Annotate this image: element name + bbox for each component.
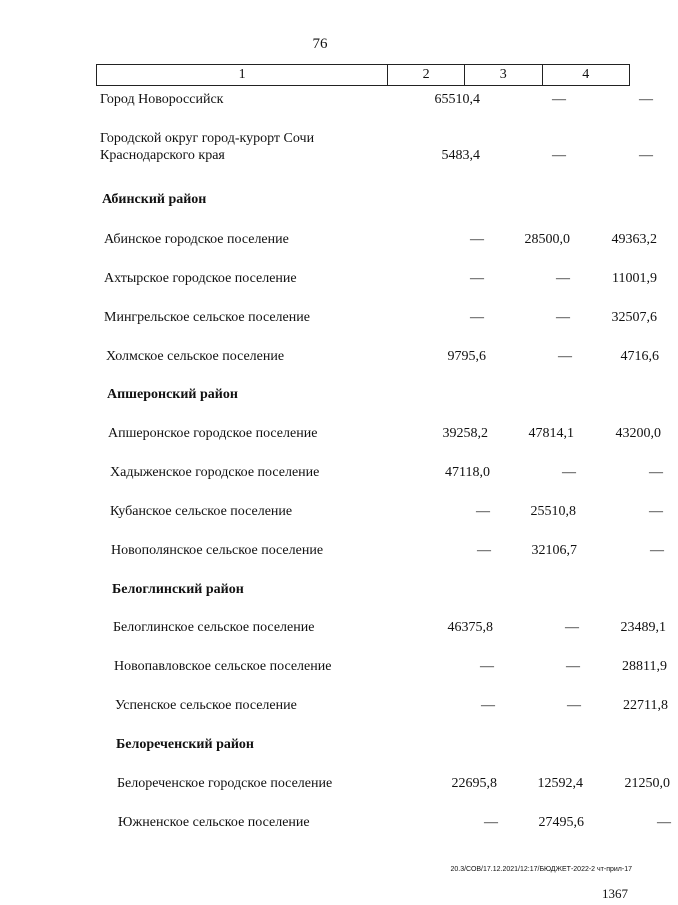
table-row (104, 249, 664, 289)
value-col-3: 32106,7 (531, 543, 577, 558)
value-col-3: — (552, 148, 566, 163)
value-col-4: 21250,0 (624, 776, 670, 791)
settlement-name: Хадыженское городское поселение (110, 465, 320, 480)
settlement-name: Холмское сельское поселение (106, 349, 285, 364)
value-col-4: 4716,6 (620, 349, 659, 364)
table-row (111, 521, 671, 561)
value-col-3: — (565, 620, 579, 635)
sheet-number: 1367 (602, 886, 628, 901)
settlement-name: Успенское сельское поселение (115, 698, 297, 713)
district-name: Апшеронский район (107, 387, 238, 402)
column-header-4: 4 (582, 67, 590, 82)
value-col-4: — (639, 92, 653, 107)
value-col-4: 43200,0 (615, 426, 661, 441)
value-col-2: — (470, 232, 484, 247)
page-number: 76 (312, 36, 328, 52)
document-code: 20.3/СОВ/17.12.2021/12:17/БЮДЖЕТ-2022-2 чт-прил-17 (450, 866, 632, 873)
value-col-3: 25510,8 (530, 504, 576, 519)
value-col-2: 46375,8 (447, 620, 493, 635)
value-col-2: — (476, 504, 490, 519)
table-row (118, 793, 678, 833)
value-col-2: — (481, 698, 495, 713)
value-col-4: 11001,9 (612, 271, 657, 286)
value-col-4: — (639, 148, 653, 163)
table-row (108, 404, 668, 444)
value-col-2: 22695,8 (451, 776, 497, 791)
settlement-name: Абинское городское поселение (104, 232, 289, 247)
settlement-name: Город Новороссийск (100, 92, 224, 107)
settlement-name: Белореченское городское поселение (117, 776, 333, 791)
district-heading-row (107, 365, 667, 405)
table-row (113, 598, 673, 638)
settlement-name: Апшеронское городское поселение (108, 426, 318, 441)
district-name: Белореченский район (116, 737, 254, 752)
value-col-2: — (480, 659, 494, 674)
value-col-3: — (556, 271, 570, 286)
value-col-2: 9795,6 (447, 349, 486, 364)
settlement-name: Белоглинское сельское поселение (113, 620, 315, 635)
value-col-4: 22711,8 (623, 698, 668, 713)
value-col-2: — (470, 271, 484, 286)
table-row (114, 637, 674, 677)
column-header-3: 3 (465, 65, 543, 85)
district-heading-row (112, 560, 672, 600)
settlement-name: Новопавловское сельское поселение (114, 659, 332, 674)
value-col-3: 47814,1 (528, 426, 574, 441)
value-col-3: — (562, 465, 576, 480)
table-row (110, 443, 670, 483)
value-col-2: 39258,2 (442, 426, 488, 441)
table-row (104, 210, 664, 250)
district-heading-row (116, 715, 676, 755)
table-row (104, 288, 664, 328)
value-col-3: — (552, 92, 566, 107)
table-row (110, 482, 670, 522)
value-col-2: — (470, 310, 484, 325)
settlement-name: Южненское сельское поселение (118, 815, 310, 830)
value-col-4: 49363,2 (611, 232, 657, 247)
value-col-3: — (556, 310, 570, 325)
table-row (115, 676, 675, 716)
value-col-4: — (650, 543, 664, 558)
value-col-4: 32507,6 (611, 310, 657, 325)
district-heading-row (102, 170, 662, 210)
settlement-name: Новополянское сельское поселение (111, 543, 324, 558)
value-col-4: 23489,1 (620, 620, 666, 635)
table-row (100, 126, 660, 166)
district-name: Абинский район (102, 192, 207, 207)
table-row (100, 70, 660, 110)
value-col-2: 47118,0 (445, 465, 490, 480)
value-col-4: — (657, 815, 671, 830)
value-col-4: 28811,9 (622, 659, 667, 674)
value-col-3: 28500,0 (524, 232, 570, 247)
settlement-name: Городской округ город-курорт Сочи Краснодарского края (100, 131, 315, 163)
value-col-4: — (649, 504, 663, 519)
value-col-3: — (558, 349, 572, 364)
value-col-4: — (649, 465, 663, 480)
settlement-name: Кубанское сельское поселение (110, 504, 293, 519)
table-row (106, 327, 666, 367)
value-col-3: 27495,6 (538, 815, 584, 830)
value-col-3: 12592,4 (537, 776, 583, 791)
value-col-2: 5483,4 (441, 148, 480, 163)
column-header-1: 1 (97, 65, 388, 85)
value-col-3: — (566, 659, 580, 674)
table-row (117, 754, 677, 794)
settlement-name: Ахтырское городское поселение (104, 271, 297, 286)
value-col-3: — (567, 698, 581, 713)
district-name: Белоглинский район (112, 582, 244, 597)
value-col-2: 65510,4 (434, 92, 480, 107)
value-col-2: — (484, 815, 498, 830)
column-header-2: 2 (388, 65, 465, 85)
value-col-2: — (477, 543, 491, 558)
settlement-name: Мингрельское сельское поселение (104, 310, 310, 325)
